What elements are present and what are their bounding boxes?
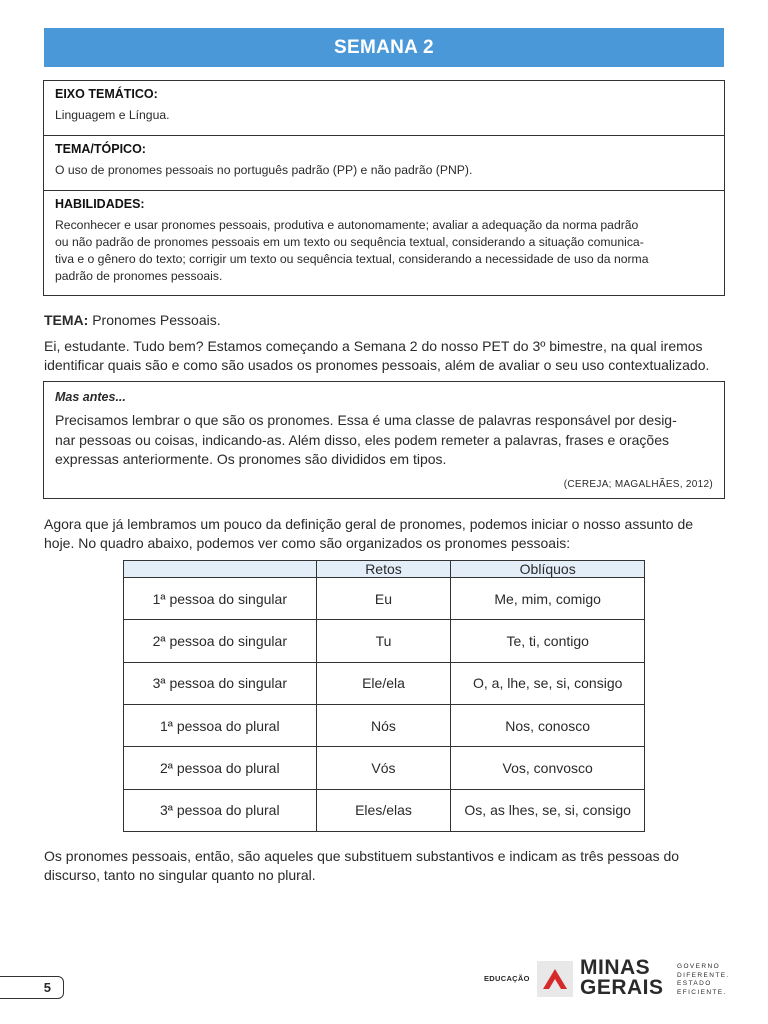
week-title: SEMANA 2	[334, 36, 434, 58]
table-row	[124, 747, 645, 789]
intro-line: identificar quais são e como são usados os pronomes pessoais, além de avaliar o seu uso contextualizado.	[44, 357, 710, 373]
header-cell-obliquos: Oblíquos	[451, 561, 645, 578]
lead-line: Agora que já lembramos um pouco da definição geral de pronomes, podemos iniciar o nosso assunto de	[44, 516, 694, 532]
retos-cell: Vós	[316, 747, 451, 789]
week-banner	[44, 28, 724, 67]
brand-name	[580, 958, 664, 998]
obliquos-cell: Te, ti, contigo	[451, 620, 645, 662]
retos-cell: Ele/ela	[316, 662, 451, 704]
intro-paragraph	[44, 337, 726, 375]
obliquos-cell: O, a, lhe, se, si, consigo	[451, 662, 645, 704]
table-row	[124, 578, 645, 620]
retos-cell: Nós	[316, 704, 451, 746]
obliquos-cell: Vos, convosco	[451, 747, 645, 789]
slogan-line: ESTADO	[677, 980, 712, 987]
retos-cell: Tu	[316, 620, 451, 662]
slogan-line: EFICIENTE.	[677, 988, 727, 996]
footer-logos	[484, 956, 734, 1000]
person-cell: 1ª pessoa do plural	[124, 704, 317, 746]
quote-source: (CEREJA; MAGALHÃES, 2012)	[563, 479, 713, 490]
closing-line: Os pronomes pessoais, então, são aqueles que substituem substantivos e indicam as três pessoas do	[44, 848, 680, 864]
minas-gerais-logo-icon	[537, 961, 573, 997]
quote-box	[43, 381, 725, 499]
quote-title: Mas antes...	[55, 390, 126, 404]
person-cell: 3ª pessoa do plural	[124, 789, 317, 831]
skills-section	[44, 191, 724, 295]
person-cell: 2ª pessoa do singular	[124, 620, 317, 662]
page-number	[0, 976, 64, 999]
table-row	[124, 620, 645, 662]
brand-line: MINAS	[580, 956, 651, 979]
quote-line: expressas anteriormente. Os pronomes são divididos em tipos.	[55, 451, 447, 467]
lead-paragraph	[44, 515, 726, 553]
table-row	[124, 662, 645, 704]
retos-cell: Eles/elas	[316, 789, 451, 831]
tema-line	[44, 312, 221, 328]
closing-paragraph	[44, 847, 726, 885]
page-number-text: 5	[43, 980, 51, 995]
obliquos-cell: Me, mim, comigo	[451, 578, 645, 620]
obliquos-cell: Nos, conosco	[451, 704, 645, 746]
topic-text: O uso de pronomes pessoais no português padrão (PP) e não padrão (PNP).	[55, 163, 473, 177]
quote-line: Precisamos lembrar o que são os pronomes. Essa é uma classe de palavras responsável por desig-	[55, 412, 677, 428]
axis-text: Linguagem e Língua.	[55, 108, 170, 122]
info-box	[43, 80, 725, 296]
slogan-line: DIFERENTE.	[677, 971, 730, 979]
education-label: EDUCAÇÃO	[484, 974, 530, 983]
tema-text: Pronomes Pessoais.	[88, 312, 221, 328]
lead-line: hoje. No quadro abaixo, podemos ver como são organizados os pronomes pessoais:	[44, 535, 571, 551]
tema-label: TEMA:	[44, 312, 89, 328]
header-cell-retos: Retos	[316, 561, 451, 578]
slogan-line: GOVERNO	[677, 963, 721, 970]
obliquos-cell: Os, as lhes, se, si, consigo	[451, 789, 645, 831]
skills-line: Reconhecer e usar pronomes pessoais, produtiva e autonomamente; avaliar a adequação da norma padrão	[55, 218, 639, 232]
retos-cell: Eu	[316, 578, 451, 620]
axis-label: EIXO TEMÁTICO:	[55, 87, 158, 101]
closing-line: discurso, tanto no singular quanto no plural.	[44, 867, 316, 883]
axis-section	[44, 81, 724, 136]
pronouns-table	[123, 560, 645, 832]
topic-label: TEMA/TÓPICO:	[55, 142, 146, 156]
table-header-row	[124, 561, 645, 578]
intro-line: Ei, estudante. Tudo bem? Estamos começando a Semana 2 do nosso PET do 3º bimestre, na qual iremos	[44, 338, 703, 354]
topic-section	[44, 136, 724, 191]
brand-slogan	[677, 963, 730, 997]
skills-label: HABILIDADES:	[55, 197, 145, 211]
table-row	[124, 704, 645, 746]
quote-line: nar pessoas ou coisas, indicando-as. Além disso, eles podem remeter a palavras, frases e orações	[55, 431, 669, 448]
person-cell: 2ª pessoa do plural	[124, 747, 317, 789]
person-cell: 1ª pessoa do singular	[124, 578, 317, 620]
skills-line: padrão de pronomes pessoais.	[55, 269, 223, 283]
skills-line: tiva e o gênero do texto; corrigir um texto ou sequência textual, considerando a necessidade de uso da norma	[55, 252, 649, 266]
skills-line: ou não padrão de pronomes pessoais em um texto ou sequência textual, considerando a situação comunica-	[55, 235, 644, 249]
person-cell: 3ª pessoa do singular	[124, 662, 317, 704]
table-row	[124, 789, 645, 831]
brand-line: GERAIS	[580, 976, 664, 999]
header-cell	[124, 561, 317, 578]
